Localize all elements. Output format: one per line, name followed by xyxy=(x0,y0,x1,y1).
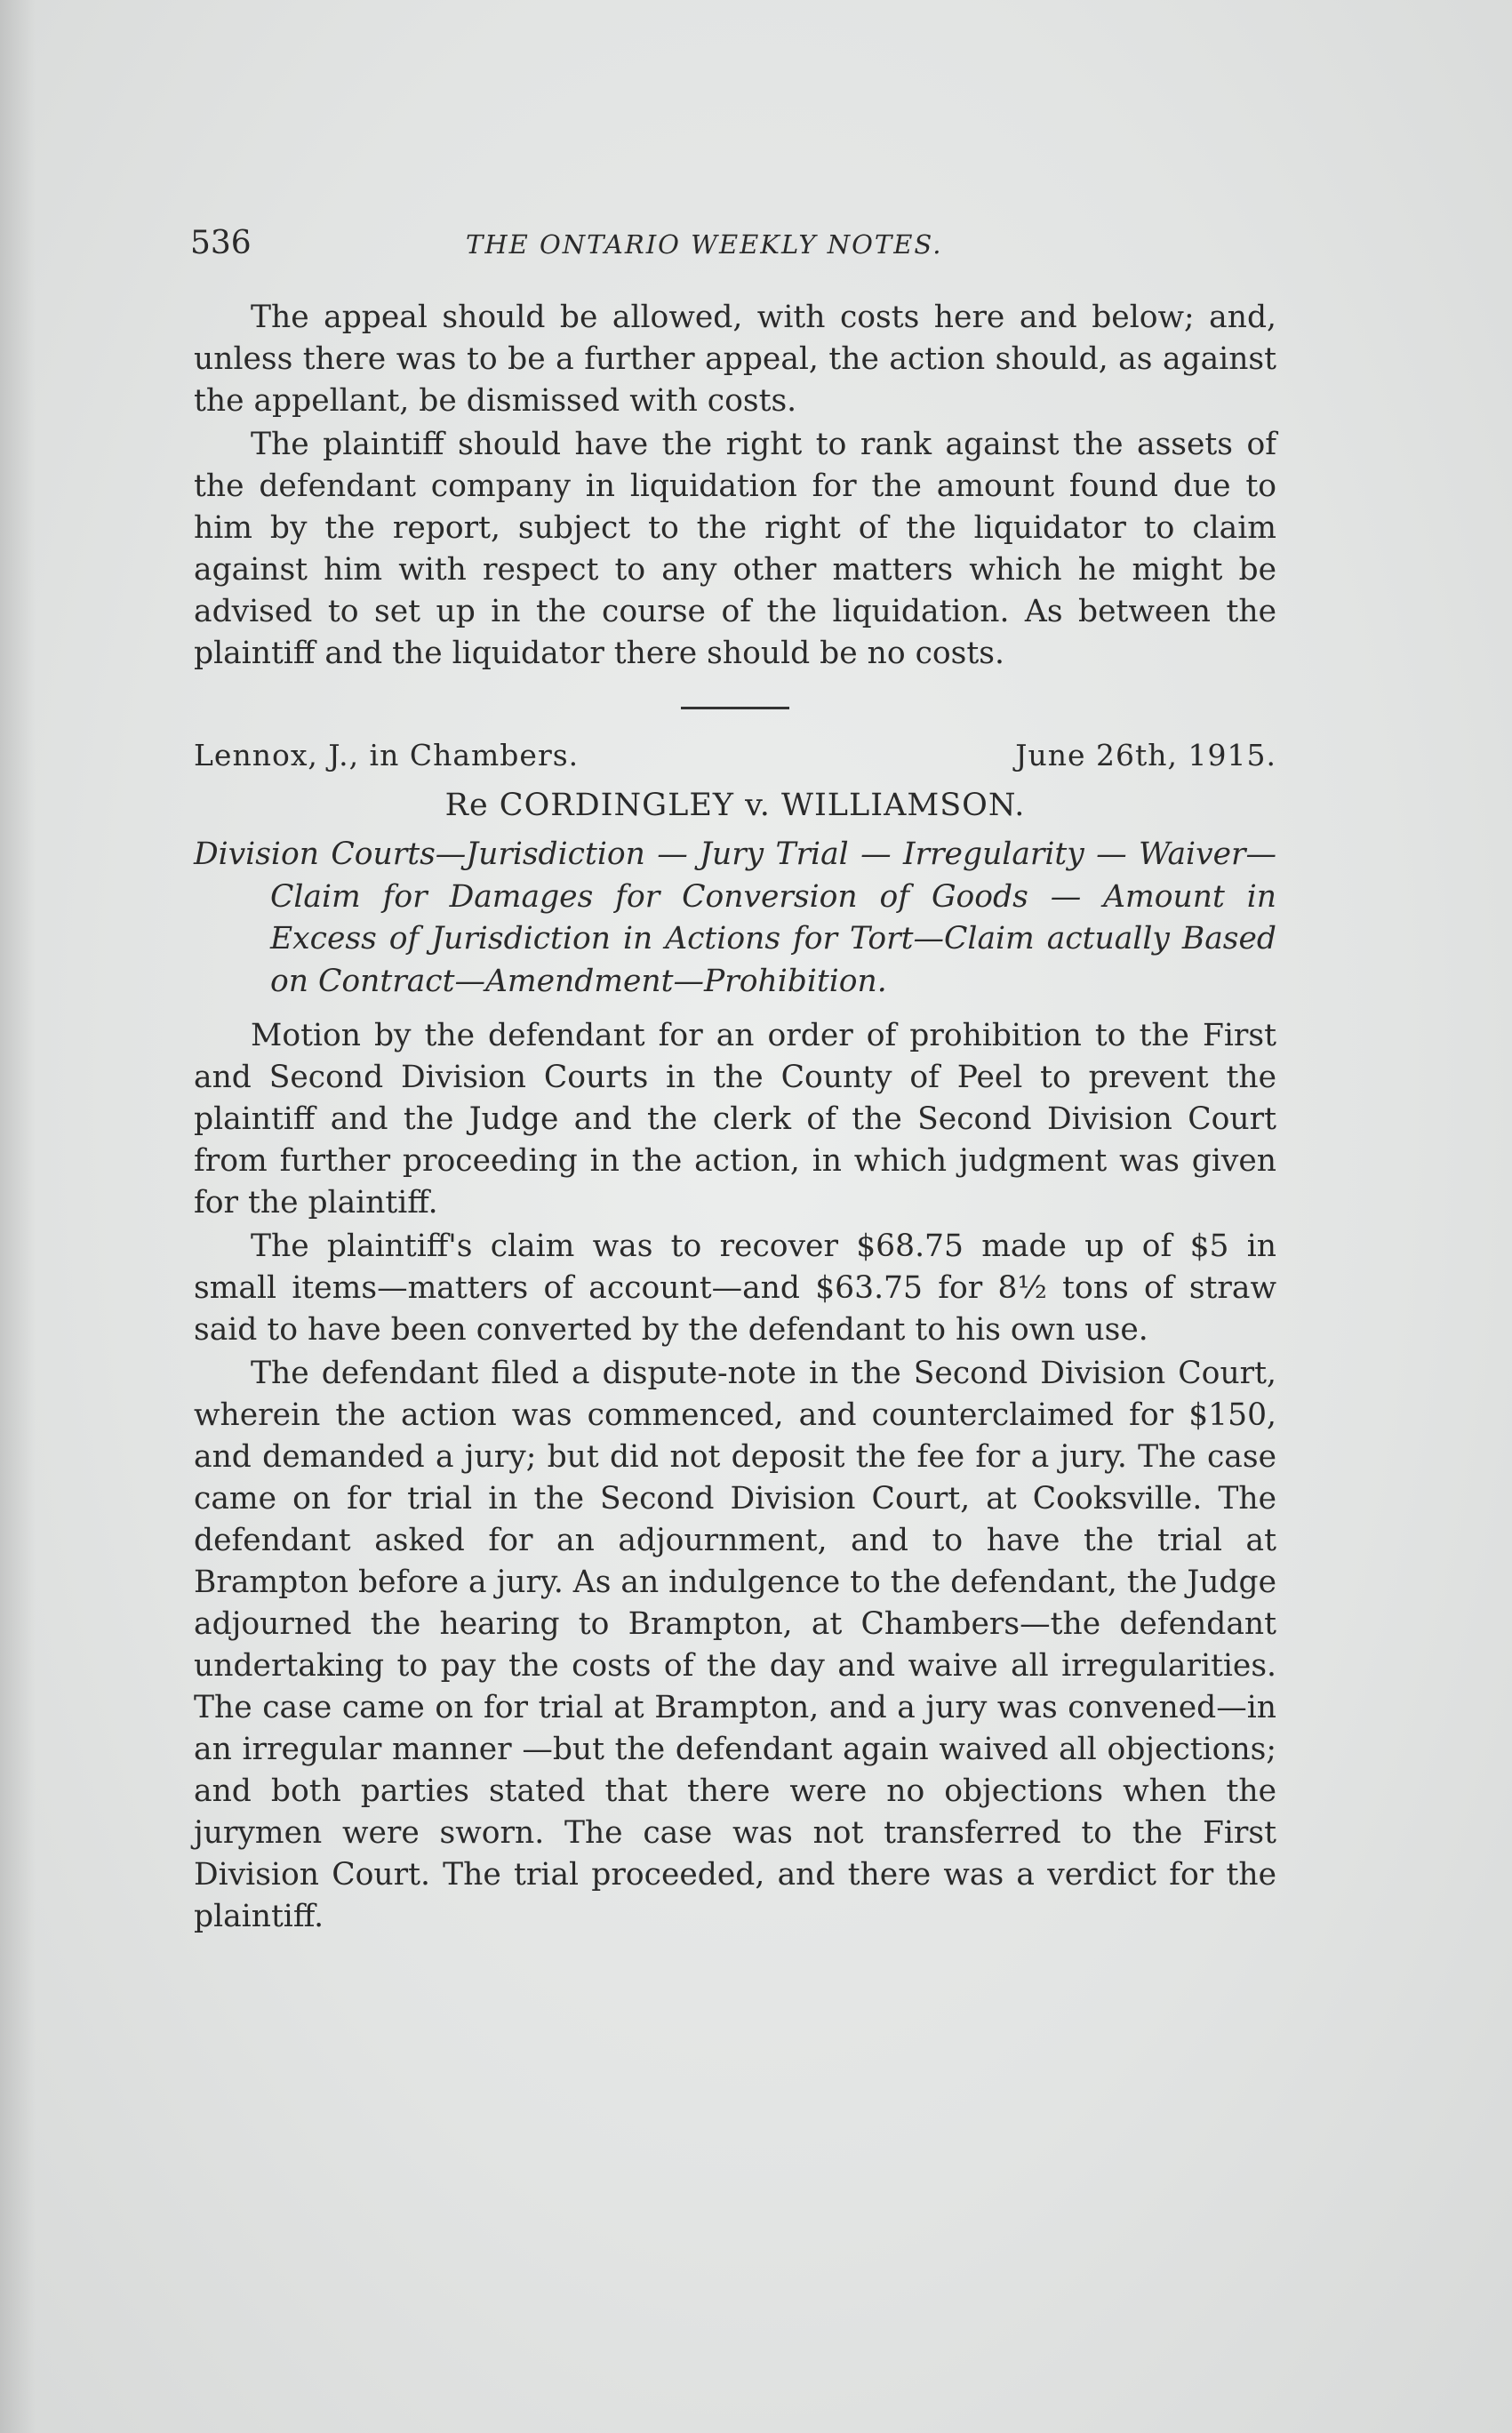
journal-title: THE ONTARIO WEEKLY NOTES. xyxy=(466,229,943,260)
case-title: Re CORDINGLEY v. WILLIAMSON. xyxy=(444,788,1026,823)
page-edge-shadow xyxy=(0,0,36,2433)
section-divider xyxy=(681,707,789,709)
case-paragraph: Motion by the defendant for an order of prohibition to the First and Second Division Courts in the County of Peel to prevent the plaintiff and the Judge and the clerk of the Second Division Court from further proceeding in the action, in which judgment was given for the plaintiff. xyxy=(194,1018,1276,1221)
case-paragraph: The defendant filed a dispute-note in the Second Division Court, wherein the action was commenced, and counterclaimed for $150, and demanded a jury; but did not deposit the fee for a jury. The case came on for trial in the Second Division Court, at Cooksville. The defendant asked for an adjournment, and to have the trial at Brampton before a jury. As an indulgence to the defendant, the Judge adjourned the hearing to Brampton, at Chambers—the defendant undertaking to pay the costs of the day and waive all irregularities. The case came on for trial at Brampton, and a jury was convened—in an irregular manner —but the defendant again waived all objections; and both parties stated that there were no objections when the jurymen were sworn. The case was not transferred to the First Division Court. The trial proceeded, and there was a verdict for the plaintiff. xyxy=(194,1356,1276,1934)
prior-case-paragraph: The appeal should be allowed, with costs here and below; and, unless there was to be a further appeal, the action should, as against the appellant, be dismissed with costs. xyxy=(194,300,1276,419)
case-paragraph: The plaintiff's claim was to recover $68.75 made up of $5 in small items—matters of account—and $63.75 for 8½ tons of straw said to have been converted by the defendant to his own use. xyxy=(194,1229,1276,1348)
headnote: Division Courts—Jurisdiction — Jury Trial — Irregularity — Waiver—Claim for Damages for Conversion of Goods — Amount in Excess of Jurisdiction in Actions for Tort—Claim actually Based on Contract—Amendment—Prohibition. xyxy=(194,836,1276,999)
decision-date: June 26th, 1915. xyxy=(1015,738,1276,772)
judge-line: Lennox, J., in Chambers. xyxy=(194,738,580,772)
case-dateline xyxy=(194,734,1276,776)
prior-case-paragraph: The plaintiff should have the right to rank against the assets of the defendant company in liquidation for the amount found due to him by the report, subject to the right of the liquidator to claim against him with respect to any other matters which he might be advised to set up in the course of the liquidation. As between the plaintiff and the liquidator there should be no costs. xyxy=(194,427,1276,671)
running-head xyxy=(190,222,1276,267)
text-block xyxy=(190,222,1276,1940)
page-number: 536 xyxy=(190,225,252,261)
